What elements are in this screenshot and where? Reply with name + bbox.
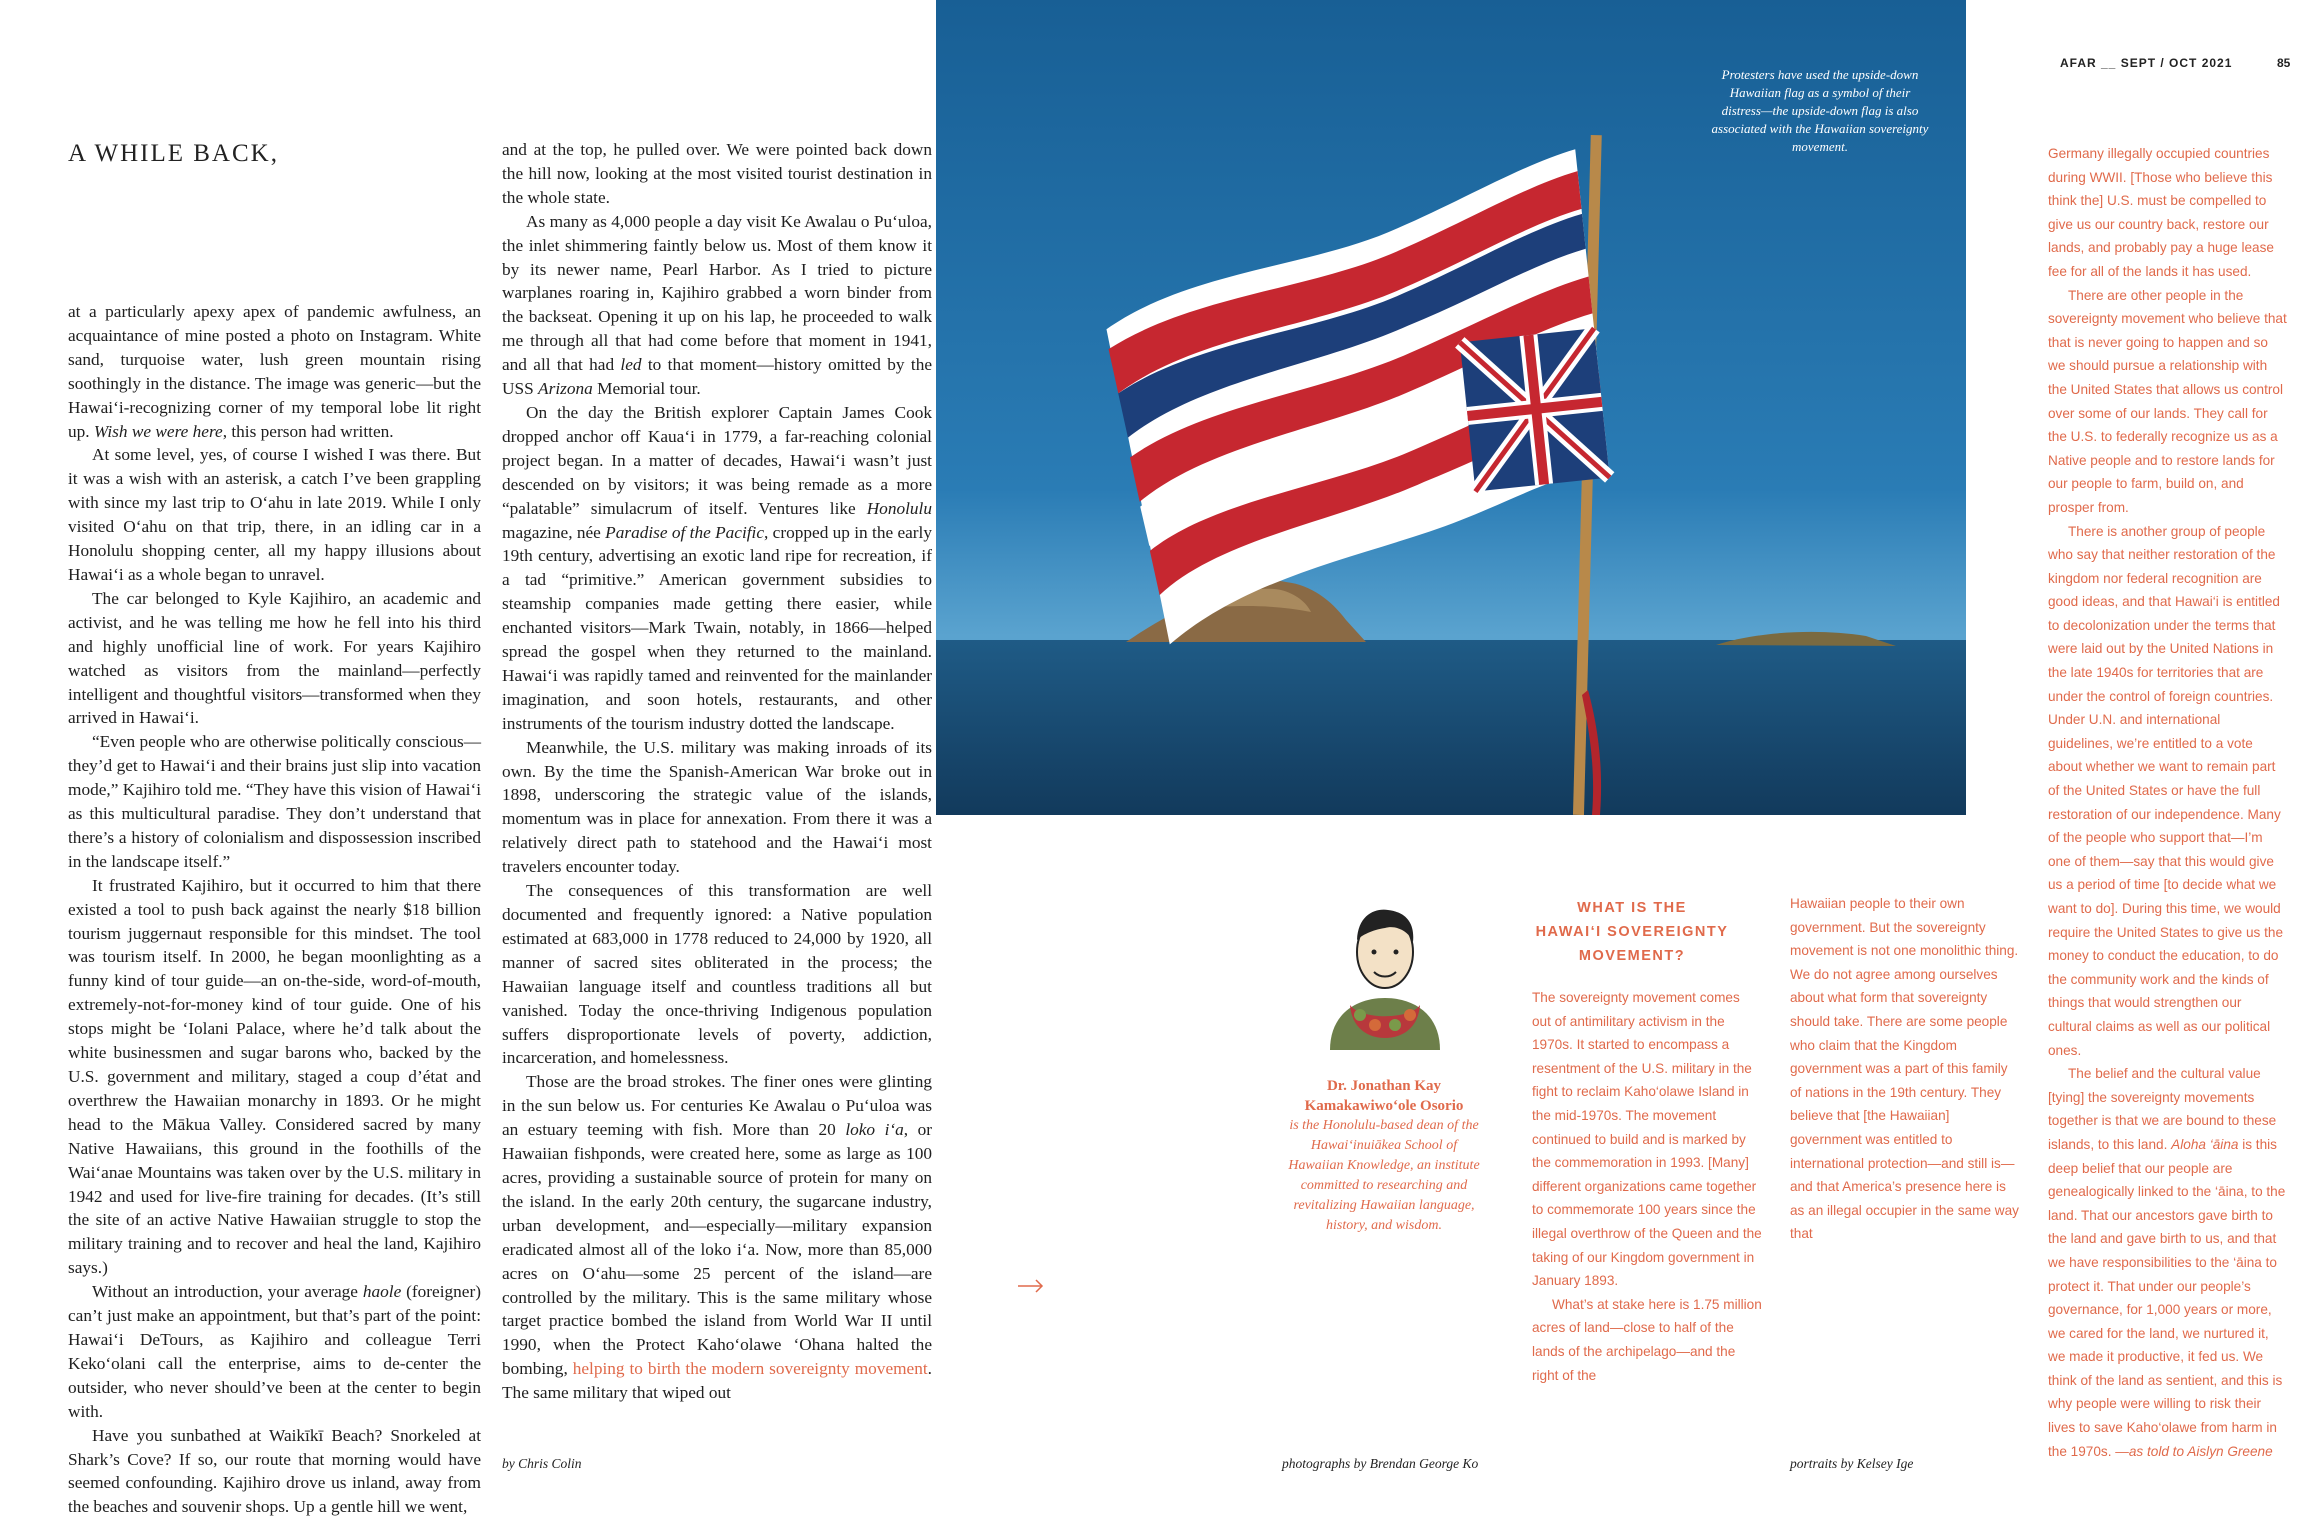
text: , this person had written. xyxy=(222,421,394,441)
article-column-2 xyxy=(502,138,932,1405)
paragraph: The consequences of this transformation are well documented and frequently ignored: a Native population estimated at 683,000 in 1778 reduced to 24,000 by 1920, all manner of sacred sites obliterated in the process; the Hawaiian language itself and countless traditions all but vanished. Today the once-thriving Indigenous population suffers disproportionate levels of poverty, addiction, incarceration, and homelessness. xyxy=(502,881,932,1068)
text: loko i‘a xyxy=(845,1120,904,1140)
sidebar-paragraph: Hawaiian people to their own government. But the sovereignty movement is not one monolithic thing. We do not agree among ourselves about what form that sovereignty should take. There are some people who claim that the Kingdom government was a part of this family of nations in the 19th century. They believe that [the Hawaiian] government was entitled to international protection—and still is—and that America’s presence here is as an illegal occupier in the same way that xyxy=(1790,896,2019,1242)
article-column-1 xyxy=(68,300,481,1519)
portrait-description: is the Honolulu-based dean of the Hawai‘inuiākea School of Hawaiian Knowledge, an institute committed to researching and revitalizing Hawaiian language, history, and wisdom. xyxy=(1288,1118,1480,1233)
sidebar-paragraph: What’s at stake here is 1.75 million acres of land—close to half of the lands of the archipelago—and the right of the xyxy=(1532,1296,1762,1383)
heading-line: MOVEMENT? xyxy=(1578,948,1686,964)
page-number: 85 xyxy=(2277,56,2291,70)
heading-line: WHAT IS THE xyxy=(1577,900,1687,916)
paragraph xyxy=(502,210,932,401)
paragraph xyxy=(68,300,481,443)
text: Paradise of the Pacific xyxy=(605,522,765,542)
heading-line: HAWAI‘I SOVEREIGNTY xyxy=(1535,924,1729,940)
opening-line: A WHILE BACK, xyxy=(68,140,279,167)
sovereignty-link[interactable]: helping to birth the modern sovereignty movement xyxy=(572,1359,928,1379)
paragraph: It frustrated Kajihiro, but it occurred to him that there existed a tool to push back against the nearly $18 billion tourism juggernaut responsible for this mindset. The tool was tourism itself. In 2000, he began moonlighting as a funny kind of tour guide—an on-the-side, word-of-mouth, extremely-not-for-money kind of tour guide. One of his stops might be ‘Iolani Palace, where he’d talk about the white businessmen and sugar barons who, backed by the U.S. government and military, staged a coup d’état and overthrew the Hawaiian monarchy in 1893. Or he might head to the Mākua Valley. Considered sacred by many Native Hawaiians, this ground in the foothills of the Wai‘anae Mountains was taken over by the U.S. military in 1942 and used for live-fire training for decades. (It’s still the site of an active Native Hawaiian struggle to stop the military training and to recover and heal the land, Kajihiro says.) xyxy=(68,875,481,1278)
paragraph: and at the top, he pulled over. We were pointed back down the hill now, looking at the most visited tourist destination in the whole state. xyxy=(502,140,932,207)
text: , cropped up in the early 19th century, advertising an exotic land ripe for recreation, if a tad “primitive.” American government subsidies to steamship companies made getting there easier, while enchanted visitors—Mark Twain, notably, in 1866—helped spread the gospel when they returned to the mainland. Hawai‘i was rapidly tamed and reinvented for the mainlander imagination, and soon hotels, restaurants, and other instruments of the tourism industry dotted the landscape. xyxy=(502,522,932,733)
sidebar-paragraph xyxy=(2048,1062,2288,1463)
paragraph: Meanwhile, the U.S. military was making inroads of its own. By the time the Spanish-American War broke out in 1898, underscoring the strategic value of the islands, momentum was in place for annexation. From there it was a relatively direct path to statehood and the Hawai‘i most travelers encounter today. xyxy=(502,737,932,877)
text: at a particularly apexy apex of pandemic awfulness, an acquaintance of mine posted a photo on Instagram. White sand, turquoise water, lush green mountain rising soothingly in the distance. The image was generic—but the Hawai‘i-recognizing corner of my temporal lobe lit right up. xyxy=(68,302,481,441)
sidebar-paragraph: Germany illegally occupied countries during WWII. [Those who believe this think the] U.S. must be compelled to give us our country back, restore our lands, and probably pay a huge lease fee for all of the lands it has used. xyxy=(2048,146,2274,279)
sidebar-column-1 xyxy=(1532,986,1762,1387)
text: Without an introduction, your average xyxy=(92,1282,363,1302)
paragraph: Have you sunbathed at Waikīkī Beach? Snorkeled at Shark’s Cove? If so, our route that morning would have seemed confounding. Kajihiro drove us inland, away from the beaches and souvenir shops. Up a gentle hill we went, xyxy=(68,1425,481,1517)
portrait-illustration xyxy=(1300,880,1470,1050)
issue-date: SEPT / OCT 2021 xyxy=(2120,56,2233,70)
text: magazine, née xyxy=(502,522,606,542)
sidebar-column-3 xyxy=(2048,142,2288,1463)
text: Those are the broad strokes. The finer ones were glinting in the sun below us. For centuries Ke Awalau o Pu‘uloa was an estuary teeming with fish. More than 20 xyxy=(502,1072,932,1140)
paragraph: At some level, yes, of course I wished I was there. But it was a wish with an asterisk, a catch I’ve been grappling with since my last trip to O‘ahu in late 2019. While I only visited O‘ahu on that trip, there, in an idling car in a Honolulu shopping center, all my happy illusions about Hawai‘i as a whole began to unravel. xyxy=(68,445,481,584)
text: . The same military that wiped out xyxy=(502,1359,932,1403)
text: Wish we were here xyxy=(93,421,223,441)
sidebar-column-2 xyxy=(1790,892,2020,1246)
photo-caption: Protesters have used the upside-down Hawaiian flag as a symbol of their distress—the upside-down flag is also associated with the Hawaiian sovereignty movement. xyxy=(1711,67,1929,154)
paragraph: The car belonged to Kyle Kajihiro, an academic and activist, and he was telling me how he fell into his third and highly unofficial line of work. For years Kajihiro watched as visitors from the mainland—perfectly intelligent and thoughtful visitors—transformed when they arrived in Hawai‘i. xyxy=(68,588,481,728)
sidebar-paragraph: The sovereignty movement comes out of antimilitary activism in the 1970s. It started to encompass a resentment of the U.S. military in the fight to reclaim Kaho‘olawe Island in the mid-1970s. The movement continued to build and is marked by the commemoration in 1993. [Many] different organizations came together to commemorate 100 years since the illegal overthrow of the Queen and the taking of our Kingdom government in January 1893. xyxy=(1532,990,1762,1289)
portrait-credit: portraits by Kelsey Ige xyxy=(1790,1456,1914,1471)
paragraph xyxy=(502,1070,932,1405)
paragraph: “Even people who are otherwise politically conscious—they’d get to Hawai‘i and their brains just slip into vacation mode,” Kajihiro told me. “They have this vision of Hawai‘i as this multicultural paradise. They don’t understand that there’s a history of colonialism and dispossession inscribed in the landscape itself.” xyxy=(68,732,481,871)
arrow-right-icon xyxy=(1016,1276,1046,1296)
author-credit: by Chris Colin xyxy=(502,1456,582,1471)
paragraph xyxy=(502,401,932,736)
paragraph xyxy=(68,1280,481,1423)
text: haole xyxy=(362,1282,402,1302)
photo-credit: photographs by Brendan George Ko xyxy=(1282,1456,1479,1471)
text: led xyxy=(620,355,642,375)
text: Arizona xyxy=(538,379,593,399)
text: The belief and the cultural value [tying] the sovereignty movements together is that we are bound to these islands, to this land. xyxy=(2048,1066,2277,1152)
text: to that moment—history omitted by the USS xyxy=(502,355,933,399)
sidebar-heading xyxy=(1532,896,1732,968)
attribution: —as told to Aislyn Greene xyxy=(2115,1443,2273,1459)
text: As many as 4,000 people a day visit Ke Awalau o Pu‘uloa, the inlet shimmering faintly below us. Most of them know it by its newer name, Pearl Harbor. As I tried to picture warplanes roaring in, Kajihiro grabbed a worn binder from the backseat. Opening it up on his lap, he proceeded to walk me through all that had come before that moment in 1941, and all that had xyxy=(502,211,932,375)
text: Aloha ‘āina xyxy=(2171,1136,2239,1152)
text: Memorial tour. xyxy=(592,379,701,399)
issue-folio: AFAR __ SEPT / OCT 2021 xyxy=(2060,56,2233,70)
text: is this deep belief that our people are genealogically linked to the ‘āina, to the land. That our ancestors gave birth to the land and gave birth to us, and that we have responsibilities to the ‘āina to protect it. That under our people’s governance, for 1,000 years or more, we cared for the land, we nurtured it, we made it productive, it fed us. We think of the land as sentient, and this is why people were willing to risk their lives to save Kaho‘olawe from harm in the 1970s. xyxy=(2048,1136,2286,1459)
magazine-name: AFAR xyxy=(2060,56,2097,70)
portrait-name: Dr. Jonathan Kay Kamakawiwo‘ole Osorio xyxy=(1304,1078,1464,1114)
text: Honolulu xyxy=(866,498,932,518)
text: (foreigner) can’t just make an appointment, but that’s part of the point: Hawai‘i DeTours, as Kajihiro and colleague Terri Keko‘olani call the enterprise, aims to de-center the outsider, who never should’ve been at the center to begin with. xyxy=(68,1282,481,1421)
sidebar-paragraph: There is another group of people who say that neither restoration of the kingdom nor federal recognition are good ideas, and that Hawai‘i is entitled to decolonization under the terms that were laid out by the United Nations in the late 1940s for territories that are under the control of foreign countries. Under U.N. and international guidelines, we’re entitled to a vote about whether we want to remain part of the United States or have the full restoration of our independence. Many of the people who support that—I’m one of them—say that this would give us a period of time [to decide what we want to do]. During this time, we would require the United States to give us the money to conduct the education, to do the community work and the kinds of things that would strengthen our cultural claims as well as our political ones. xyxy=(2048,523,2284,1058)
text: , or Hawaiian fishponds, were created here, some as large as 100 acres, providing a sustainable source of protein for many on the island. In the early 20th century, the sugarcane industry, urban development, and—especially—military expansion eradicated almost all of the loko i‘a. Now, more than 85,000 acres on O‘ahu—some 25 percent of the island—are controlled by the military. This is the same military whose target practice bombed the island from World War II until 1990, when the Protect Kaho‘olawe ‘Ohana halted the bombing, xyxy=(502,1120,932,1379)
text: On the day the British explorer Captain James Cook dropped anchor off Kaua‘i in 1779, a far-reaching colonial project began. In a matter of decades, Hawai‘i wasn’t just descended on by visitors; it was being remade as a more “palatable” simulacrum of itself. Ventures like xyxy=(502,402,932,518)
sidebar-paragraph: There are other people in the sovereignty movement who believe that that is never going to happen and so we should pursue a relationship with the United States that allows us control over some of our lands. They call for the U.S. to federally recognize us as a Native people and to restore lands for our people to farm, build on, and prosper from. xyxy=(2048,287,2287,515)
